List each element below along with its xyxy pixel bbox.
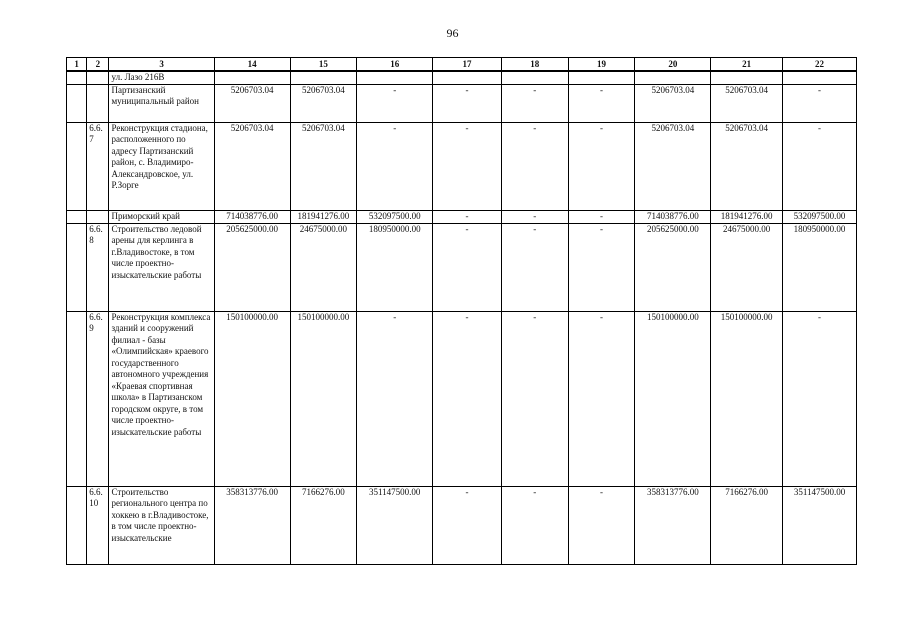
header-cell: 18 <box>501 58 568 72</box>
cell-value: - <box>357 84 433 122</box>
header-cell: 1 <box>67 58 87 72</box>
cell-value <box>501 71 568 84</box>
cell-value: - <box>501 223 568 311</box>
cell-value <box>290 71 357 84</box>
table-row <box>67 71 857 84</box>
cell-value: - <box>568 84 635 122</box>
cell-value: 5206703.04 <box>290 122 357 210</box>
cell-value: 180950000.00 <box>357 223 433 311</box>
cell-value: 5206703.04 <box>711 122 783 210</box>
header-cell: 2 <box>87 58 109 72</box>
cell-value <box>357 71 433 84</box>
cell-value: 24675000.00 <box>290 223 357 311</box>
header-cell: 14 <box>214 58 290 72</box>
cell-value: - <box>433 486 502 564</box>
cell-value: 5206703.04 <box>711 84 783 122</box>
cell-value: - <box>433 223 502 311</box>
cell-index <box>67 210 87 223</box>
header-cell: 17 <box>433 58 502 72</box>
cell-code <box>87 84 109 122</box>
cell-value: 714038776.00 <box>635 210 711 223</box>
cell-value: 24675000.00 <box>711 223 783 311</box>
cell-value <box>783 71 857 84</box>
cell-index <box>67 223 87 311</box>
header-cell: 19 <box>568 58 635 72</box>
cell-code <box>87 210 109 223</box>
header-cell: 21 <box>711 58 783 72</box>
cell-value: - <box>501 486 568 564</box>
cell-value <box>214 71 290 84</box>
cell-code <box>87 71 109 84</box>
cell-value: 5206703.04 <box>635 122 711 210</box>
cell-value: - <box>357 311 433 486</box>
header-row <box>67 58 857 72</box>
cell-value: - <box>783 84 857 122</box>
cell-value: 532097500.00 <box>357 210 433 223</box>
cell-value: 358313776.00 <box>635 486 711 564</box>
cell-index <box>67 311 87 486</box>
cell-value: 5206703.04 <box>290 84 357 122</box>
cell-value: 181941276.00 <box>711 210 783 223</box>
cell-value: - <box>568 210 635 223</box>
cell-value: - <box>433 122 502 210</box>
cell-value: - <box>433 84 502 122</box>
table-row <box>67 223 857 311</box>
header-cell: 22 <box>783 58 857 72</box>
table-row <box>67 486 857 564</box>
cell-value: - <box>568 122 635 210</box>
cell-name: Строительство ледовой арены для керлинга в г.Владивостоке, в том числе проектно-изыскательские работы <box>109 223 214 311</box>
cell-code: 6.6.9 <box>87 311 109 486</box>
cell-name: Реконструкция комплекса зданий и сооружений филиал - базы «Олимпийская» краевого государственного автономного учреждения «Краевая спортивная школа» в Партизанском городском округе, в том числе проектно-изыскательские работы <box>109 311 214 486</box>
cell-value: 150100000.00 <box>214 311 290 486</box>
cell-value: - <box>568 486 635 564</box>
cell-value: - <box>501 122 568 210</box>
cell-value: - <box>433 210 502 223</box>
cell-value: 205625000.00 <box>214 223 290 311</box>
table-row <box>67 311 857 486</box>
cell-value: - <box>783 122 857 210</box>
cell-code: 6.6.10 <box>87 486 109 564</box>
cell-value: - <box>357 122 433 210</box>
cell-value: 5206703.04 <box>214 84 290 122</box>
cell-value <box>635 71 711 84</box>
cell-value <box>433 71 502 84</box>
cell-value: 180950000.00 <box>783 223 857 311</box>
header-cell: 20 <box>635 58 711 72</box>
cell-value: - <box>568 311 635 486</box>
cell-value: 358313776.00 <box>214 486 290 564</box>
cell-value: 7166276.00 <box>711 486 783 564</box>
header-cell: 15 <box>290 58 357 72</box>
page-number: 96 <box>446 26 459 40</box>
cell-name: Партизанский муниципальный район <box>109 84 214 122</box>
cell-name: ул. Лазо 216В <box>109 71 214 84</box>
cell-value: 351147500.00 <box>783 486 857 564</box>
table-row <box>67 210 857 223</box>
table-row <box>67 122 857 210</box>
cell-value: - <box>783 311 857 486</box>
cell-value: - <box>568 223 635 311</box>
cell-value: 5206703.04 <box>635 84 711 122</box>
cell-value: - <box>433 311 502 486</box>
cell-code: 6.6.8 <box>87 223 109 311</box>
budget-table <box>66 57 857 565</box>
header-cell: 16 <box>357 58 433 72</box>
cell-value <box>711 71 783 84</box>
header-cell: 3 <box>109 58 214 72</box>
cell-value: 150100000.00 <box>711 311 783 486</box>
cell-value: - <box>501 311 568 486</box>
cell-value: 351147500.00 <box>357 486 433 564</box>
cell-index <box>67 486 87 564</box>
cell-value: - <box>501 84 568 122</box>
cell-name: Строительство регионального центра по хоккею в г.Владивостоке, в том числе проектно-изыскательские <box>109 486 214 564</box>
cell-value: 150100000.00 <box>635 311 711 486</box>
cell-value: - <box>501 210 568 223</box>
cell-code: 6.6.7 <box>87 122 109 210</box>
cell-value: 181941276.00 <box>290 210 357 223</box>
cell-value: 150100000.00 <box>290 311 357 486</box>
cell-value: 5206703.04 <box>214 122 290 210</box>
cell-name: Реконструкция стадиона, расположенного по адресу Партизанский район, с. Владимиро-Александровское, ул. Р.Зорге <box>109 122 214 210</box>
table-row <box>67 84 857 122</box>
cell-value: 205625000.00 <box>635 223 711 311</box>
cell-value <box>568 71 635 84</box>
cell-index <box>67 84 87 122</box>
cell-index <box>67 122 87 210</box>
cell-name: Приморский край <box>109 210 214 223</box>
cell-value: 7166276.00 <box>290 486 357 564</box>
cell-index <box>67 71 87 84</box>
cell-value: 532097500.00 <box>783 210 857 223</box>
cell-value: 714038776.00 <box>214 210 290 223</box>
